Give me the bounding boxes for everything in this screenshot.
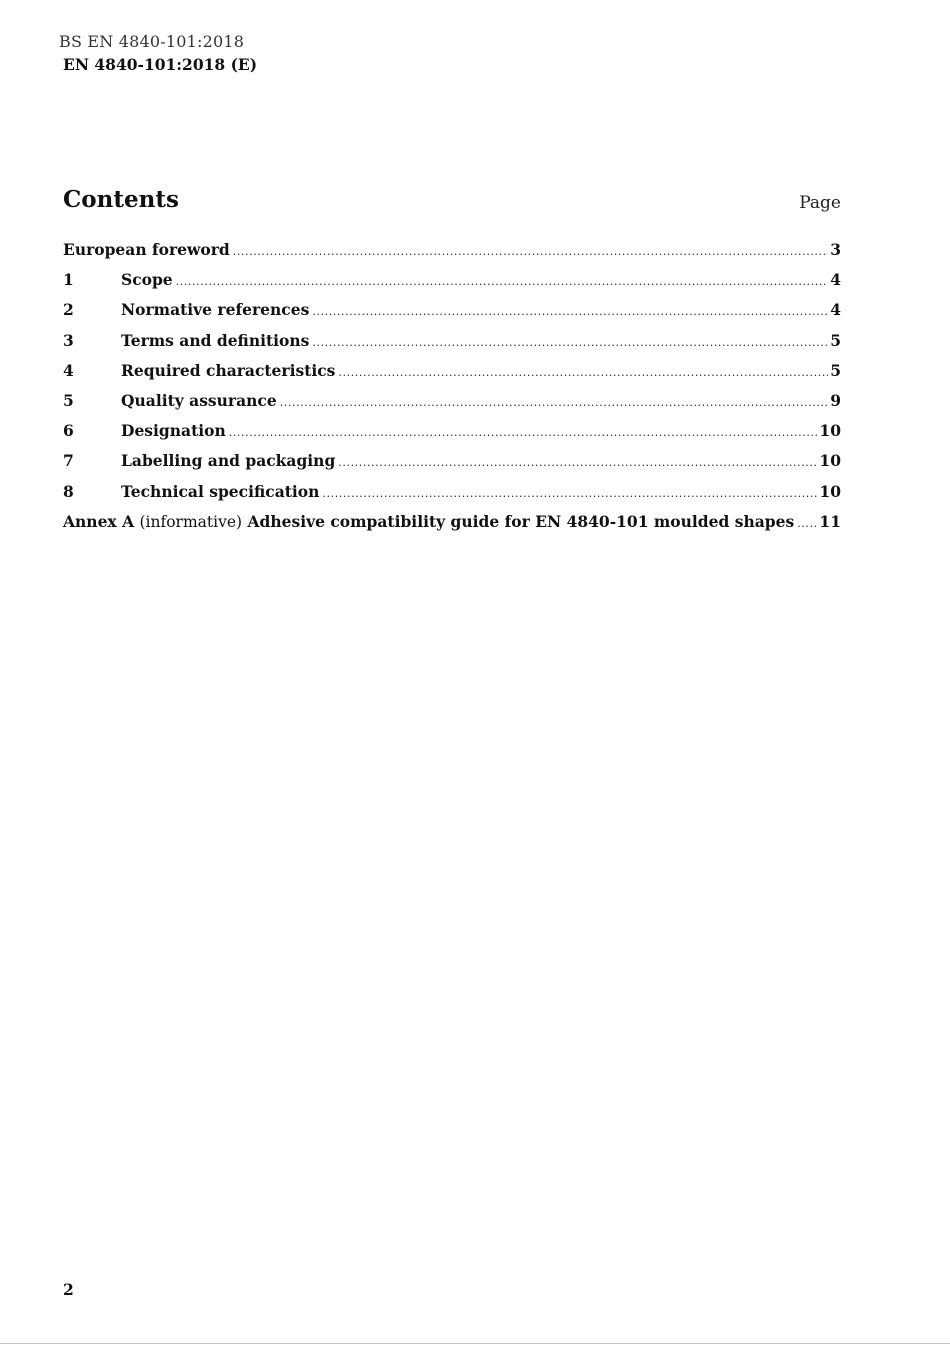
toc-entry-title: Technical specification	[121, 481, 320, 501]
toc-entry-title: Designation	[121, 421, 226, 441]
toc-dot-leader	[312, 336, 828, 349]
toc-entry-page: 4	[830, 300, 841, 320]
toc-entry-title: Adhesive compatibility guide for EN 4840-101 moulded shapes	[247, 511, 795, 531]
toc-entry-number: 4	[63, 360, 74, 380]
toc-dot-leader	[797, 517, 817, 530]
toc-entry-page: 3	[830, 240, 841, 259]
toc-entry-title-group	[63, 512, 794, 531]
toc-entry-number: 2	[63, 300, 74, 320]
toc-entry-title: European foreword	[63, 240, 230, 259]
toc-entry-title: Labelling and packaging	[121, 451, 336, 471]
toc-entry-normative-references[interactable]	[63, 300, 841, 330]
toc-entry-terms-definitions[interactable]	[63, 331, 841, 361]
toc-entry-title: Scope	[121, 270, 173, 290]
toc-dot-leader	[338, 366, 828, 379]
toc-entry-title: Normative references	[121, 300, 310, 320]
toc-dot-leader	[233, 245, 828, 258]
toc-entry-number: 8	[63, 481, 74, 501]
toc-entry-page: 5	[830, 330, 841, 350]
toc-entry-page: 4	[830, 270, 841, 290]
toc-dot-leader	[338, 456, 817, 469]
annex-annotation: (informative)	[139, 512, 243, 531]
toc-dot-leader	[312, 305, 828, 318]
toc-entry-page: 9	[830, 390, 841, 410]
table-of-contents	[63, 240, 841, 542]
toc-dot-leader	[229, 426, 818, 439]
toc-entry-page: 10	[819, 481, 841, 501]
toc-entry-designation[interactable]	[63, 421, 841, 451]
toc-entry-technical-specification[interactable]	[63, 482, 841, 512]
toc-entry-labelling-packaging[interactable]	[63, 451, 841, 481]
toc-entry-annex-a[interactable]	[63, 512, 841, 542]
toc-entry-title: Quality assurance	[121, 390, 277, 410]
toc-entry-number: 7	[63, 451, 74, 471]
toc-entry-page: 10	[819, 421, 841, 441]
toc-entry-title: Required characteristics	[121, 360, 336, 380]
page-number: 2	[63, 1280, 74, 1299]
toc-entry-page: 5	[830, 360, 841, 380]
toc-entry-number: 3	[63, 330, 74, 350]
contents-heading: Contents	[63, 186, 179, 213]
toc-entry-required-characteristics[interactable]	[63, 361, 841, 391]
toc-entry-title: Terms and definitions	[121, 330, 310, 350]
toc-entry-number: 1	[63, 270, 74, 290]
standard-designation-header: BS EN 4840-101:2018	[59, 32, 245, 51]
toc-entry-scope[interactable]	[63, 270, 841, 300]
annex-label: Annex A	[63, 511, 135, 531]
toc-entry-foreword[interactable]	[63, 240, 841, 270]
toc-entry-page: 10	[819, 451, 841, 471]
standard-designation-subheader: EN 4840-101:2018 (E)	[63, 55, 258, 74]
toc-entry-quality-assurance[interactable]	[63, 391, 841, 421]
toc-dot-leader	[176, 275, 829, 288]
toc-dot-leader	[322, 487, 817, 500]
page-column-label: Page	[799, 193, 841, 213]
toc-entry-number: 6	[63, 421, 74, 441]
page-bottom-divider	[0, 1343, 950, 1344]
toc-entry-number: 5	[63, 390, 74, 410]
toc-dot-leader	[280, 396, 829, 409]
toc-entry-page: 11	[819, 511, 841, 531]
